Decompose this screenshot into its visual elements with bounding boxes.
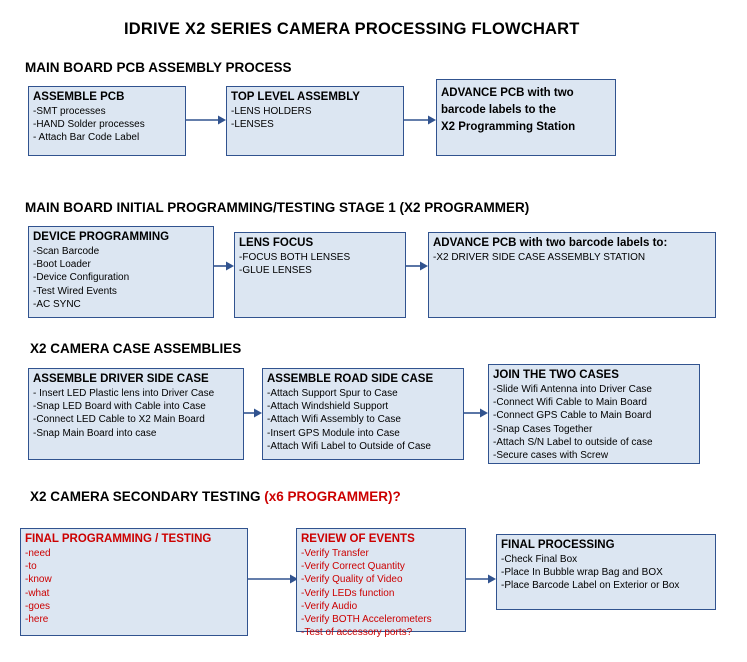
box-join-the-two-cases-line-1: -Connect Wifi Cable to Main Board <box>493 397 647 409</box>
box-device-programming-title: DEVICE PROGRAMMING <box>33 231 170 243</box>
box-assemble-driver-side-case <box>28 368 244 460</box>
box-final-programming-testing-line-2: -know <box>25 574 52 586</box>
box-assemble-pcb-title: ASSEMBLE PCB <box>33 91 125 103</box>
connector-row4-b <box>466 572 496 586</box>
box-join-the-two-cases-line-4: -Attach S/N Label to outside of case <box>493 436 653 448</box>
box-advance-pcb-driver-side-title: ADVANCE PCB with two barcode labels to: <box>433 237 668 249</box>
box-assemble-driver-side-case-title: ASSEMBLE DRIVER SIDE CASE <box>33 373 209 385</box>
box-review-of-events-line-4: -Verify Audio <box>301 600 358 612</box>
box-assemble-road-side-case-line-2: -Attach Wifi Assembly to Case <box>267 414 401 426</box>
box-review-of-events-line-1: -Verify Correct Quantity <box>301 561 405 573</box>
box-assemble-road-side-case-title: ASSEMBLE ROAD SIDE CASE <box>267 373 434 385</box>
box-join-the-two-cases-line-3: -Snap Cases Together <box>493 423 593 435</box>
box-device-programming <box>28 226 214 318</box>
box-assemble-pcb-line-1: -HAND Solder processes <box>33 119 145 131</box>
box-advance-pcb-programming-station-line-1: X2 Programming Station <box>441 121 576 133</box>
connector-row1-a <box>186 113 226 127</box>
box-advance-pcb-driver-side <box>428 232 716 318</box>
box-top-level-assembly-title: TOP LEVEL ASSEMBLY <box>231 91 360 103</box>
section-heading-main-board-pcb-assembly: MAIN BOARD PCB ASSEMBLY PROCESS <box>25 60 292 75</box>
box-join-the-two-cases <box>488 364 700 464</box>
connector-row3-b <box>464 406 488 420</box>
page-title: IDRIVE X2 SERIES CAMERA PROCESSING FLOWCHART <box>124 20 580 38</box>
box-final-programming-testing-line-0: -need <box>25 548 51 559</box>
box-top-level-assembly-line-0: -LENS HOLDERS <box>231 106 312 117</box>
box-advance-pcb-driver-side-line-0: -X2 DRIVER SIDE CASE ASSEMBLY STATION <box>433 252 646 263</box>
box-review-of-events-line-5: -Verify BOTH Accelerometers <box>301 614 432 626</box>
box-assemble-pcb-line-0: -SMT processes <box>33 106 106 117</box>
box-join-the-two-cases-line-0: -Slide Wifi Antenna into Driver Case <box>493 384 652 395</box>
box-device-programming-line-3: -Test Wired Events <box>33 285 117 297</box>
box-final-programming-testing-line-4: -goes <box>25 600 51 612</box>
connector-row2-a <box>214 259 234 273</box>
box-join-the-two-cases-title: JOIN THE TWO CASES <box>493 369 619 381</box>
box-advance-pcb-programming-station-title: ADVANCE PCB with two <box>441 87 574 99</box>
box-join-the-two-cases-line-5: -Secure cases with Screw <box>493 450 609 462</box>
box-lens-focus-line-0: -FOCUS BOTH LENSES <box>239 252 351 263</box>
box-final-processing-line-0: -Check Final Box <box>501 554 578 565</box>
box-lens-focus-title: LENS FOCUS <box>239 237 314 249</box>
connector-row1-b <box>404 113 436 127</box>
box-device-programming-line-0: -Scan Barcode <box>33 246 100 257</box>
box-final-processing-line-2: -Place Barcode Label on Exterior or Box <box>501 580 680 592</box>
box-final-processing-line-1: -Place In Bubble wrap Bag and BOX <box>501 567 663 579</box>
box-review-of-events-title: REVIEW OF EVENTS <box>301 533 415 545</box>
section-heading-secondary-testing-accent: (x6 PROGRAMMER)? <box>264 489 401 504</box>
box-review-of-events-line-6: -Test of accessory ports? <box>301 627 413 639</box>
box-final-programming-testing-title: FINAL PROGRAMMING / TESTING <box>25 533 212 545</box>
section-heading-camera-case-assemblies: X2 CAMERA CASE ASSEMBLIES <box>30 341 242 356</box>
box-device-programming-line-4: -AC SYNC <box>33 298 81 310</box>
box-top-level-assembly-line-1: -LENSES <box>231 119 274 131</box>
box-assemble-road-side-case-line-1: -Attach Windshield Support <box>267 401 389 413</box>
box-assemble-road-side-case-line-0: -Attach Support Spur to Case <box>267 388 398 399</box>
box-assemble-pcb <box>28 86 186 156</box>
box-assemble-driver-side-case-line-1: -Snap LED Board with Cable into Case <box>33 401 206 413</box>
section-heading-secondary-testing-main: X2 CAMERA SECONDARY TESTING <box>30 489 265 504</box>
box-final-processing-title: FINAL PROCESSING <box>501 539 615 551</box>
box-advance-pcb-programming-station-line-0: barcode labels to the <box>441 104 557 116</box>
box-final-programming-testing <box>20 528 248 636</box>
box-assemble-road-side-case-line-3: -Insert GPS Module into Case <box>267 427 400 439</box>
box-assemble-road-side-case-line-4: -Attach Wifi Label to Outside of Case <box>267 440 431 452</box>
box-assemble-driver-side-case-line-3: -Snap Main Board into case <box>33 427 157 439</box>
box-review-of-events-line-2: -Verify Quality of Video <box>301 574 403 586</box>
box-assemble-driver-side-case-line-0: - Insert LED Plastic lens into Driver Case <box>33 388 215 399</box>
box-lens-focus <box>234 232 406 318</box>
box-device-programming-line-1: -Boot Loader <box>33 259 91 271</box>
box-final-processing <box>496 534 716 610</box>
box-join-the-two-cases-line-2: -Connect GPS Cable to Main Board <box>493 410 652 422</box>
box-lens-focus-line-1: -GLUE LENSES <box>239 265 312 277</box>
section-heading-initial-programming-testing: MAIN BOARD INITIAL PROGRAMMING/TESTING STAGE 1 (X2 PROGRAMMER) <box>25 200 530 215</box>
connector-row4-a <box>248 572 298 586</box>
box-review-of-events <box>296 528 466 639</box>
connector-row2-b <box>406 259 428 273</box>
box-final-programming-testing-line-5: -here <box>25 614 49 626</box>
box-review-of-events-line-3: -Verify LEDs function <box>301 587 395 599</box>
box-top-level-assembly <box>226 86 404 156</box>
box-assemble-road-side-case <box>262 368 464 460</box>
box-assemble-pcb-line-2: - Attach Bar Code Label <box>33 132 140 144</box>
box-device-programming-line-2: -Device Configuration <box>33 272 130 284</box>
box-advance-pcb-programming-station <box>436 79 616 156</box>
section-heading-secondary-testing <box>30 489 401 504</box>
box-final-programming-testing-line-1: -to <box>25 561 37 573</box>
connector-row3-a <box>244 406 262 420</box>
box-assemble-driver-side-case-line-2: -Connect LED Cable to X2 Main Board <box>33 414 205 426</box>
box-final-programming-testing-line-3: -what <box>25 587 50 599</box>
box-review-of-events-line-0: -Verify Transfer <box>301 548 369 559</box>
